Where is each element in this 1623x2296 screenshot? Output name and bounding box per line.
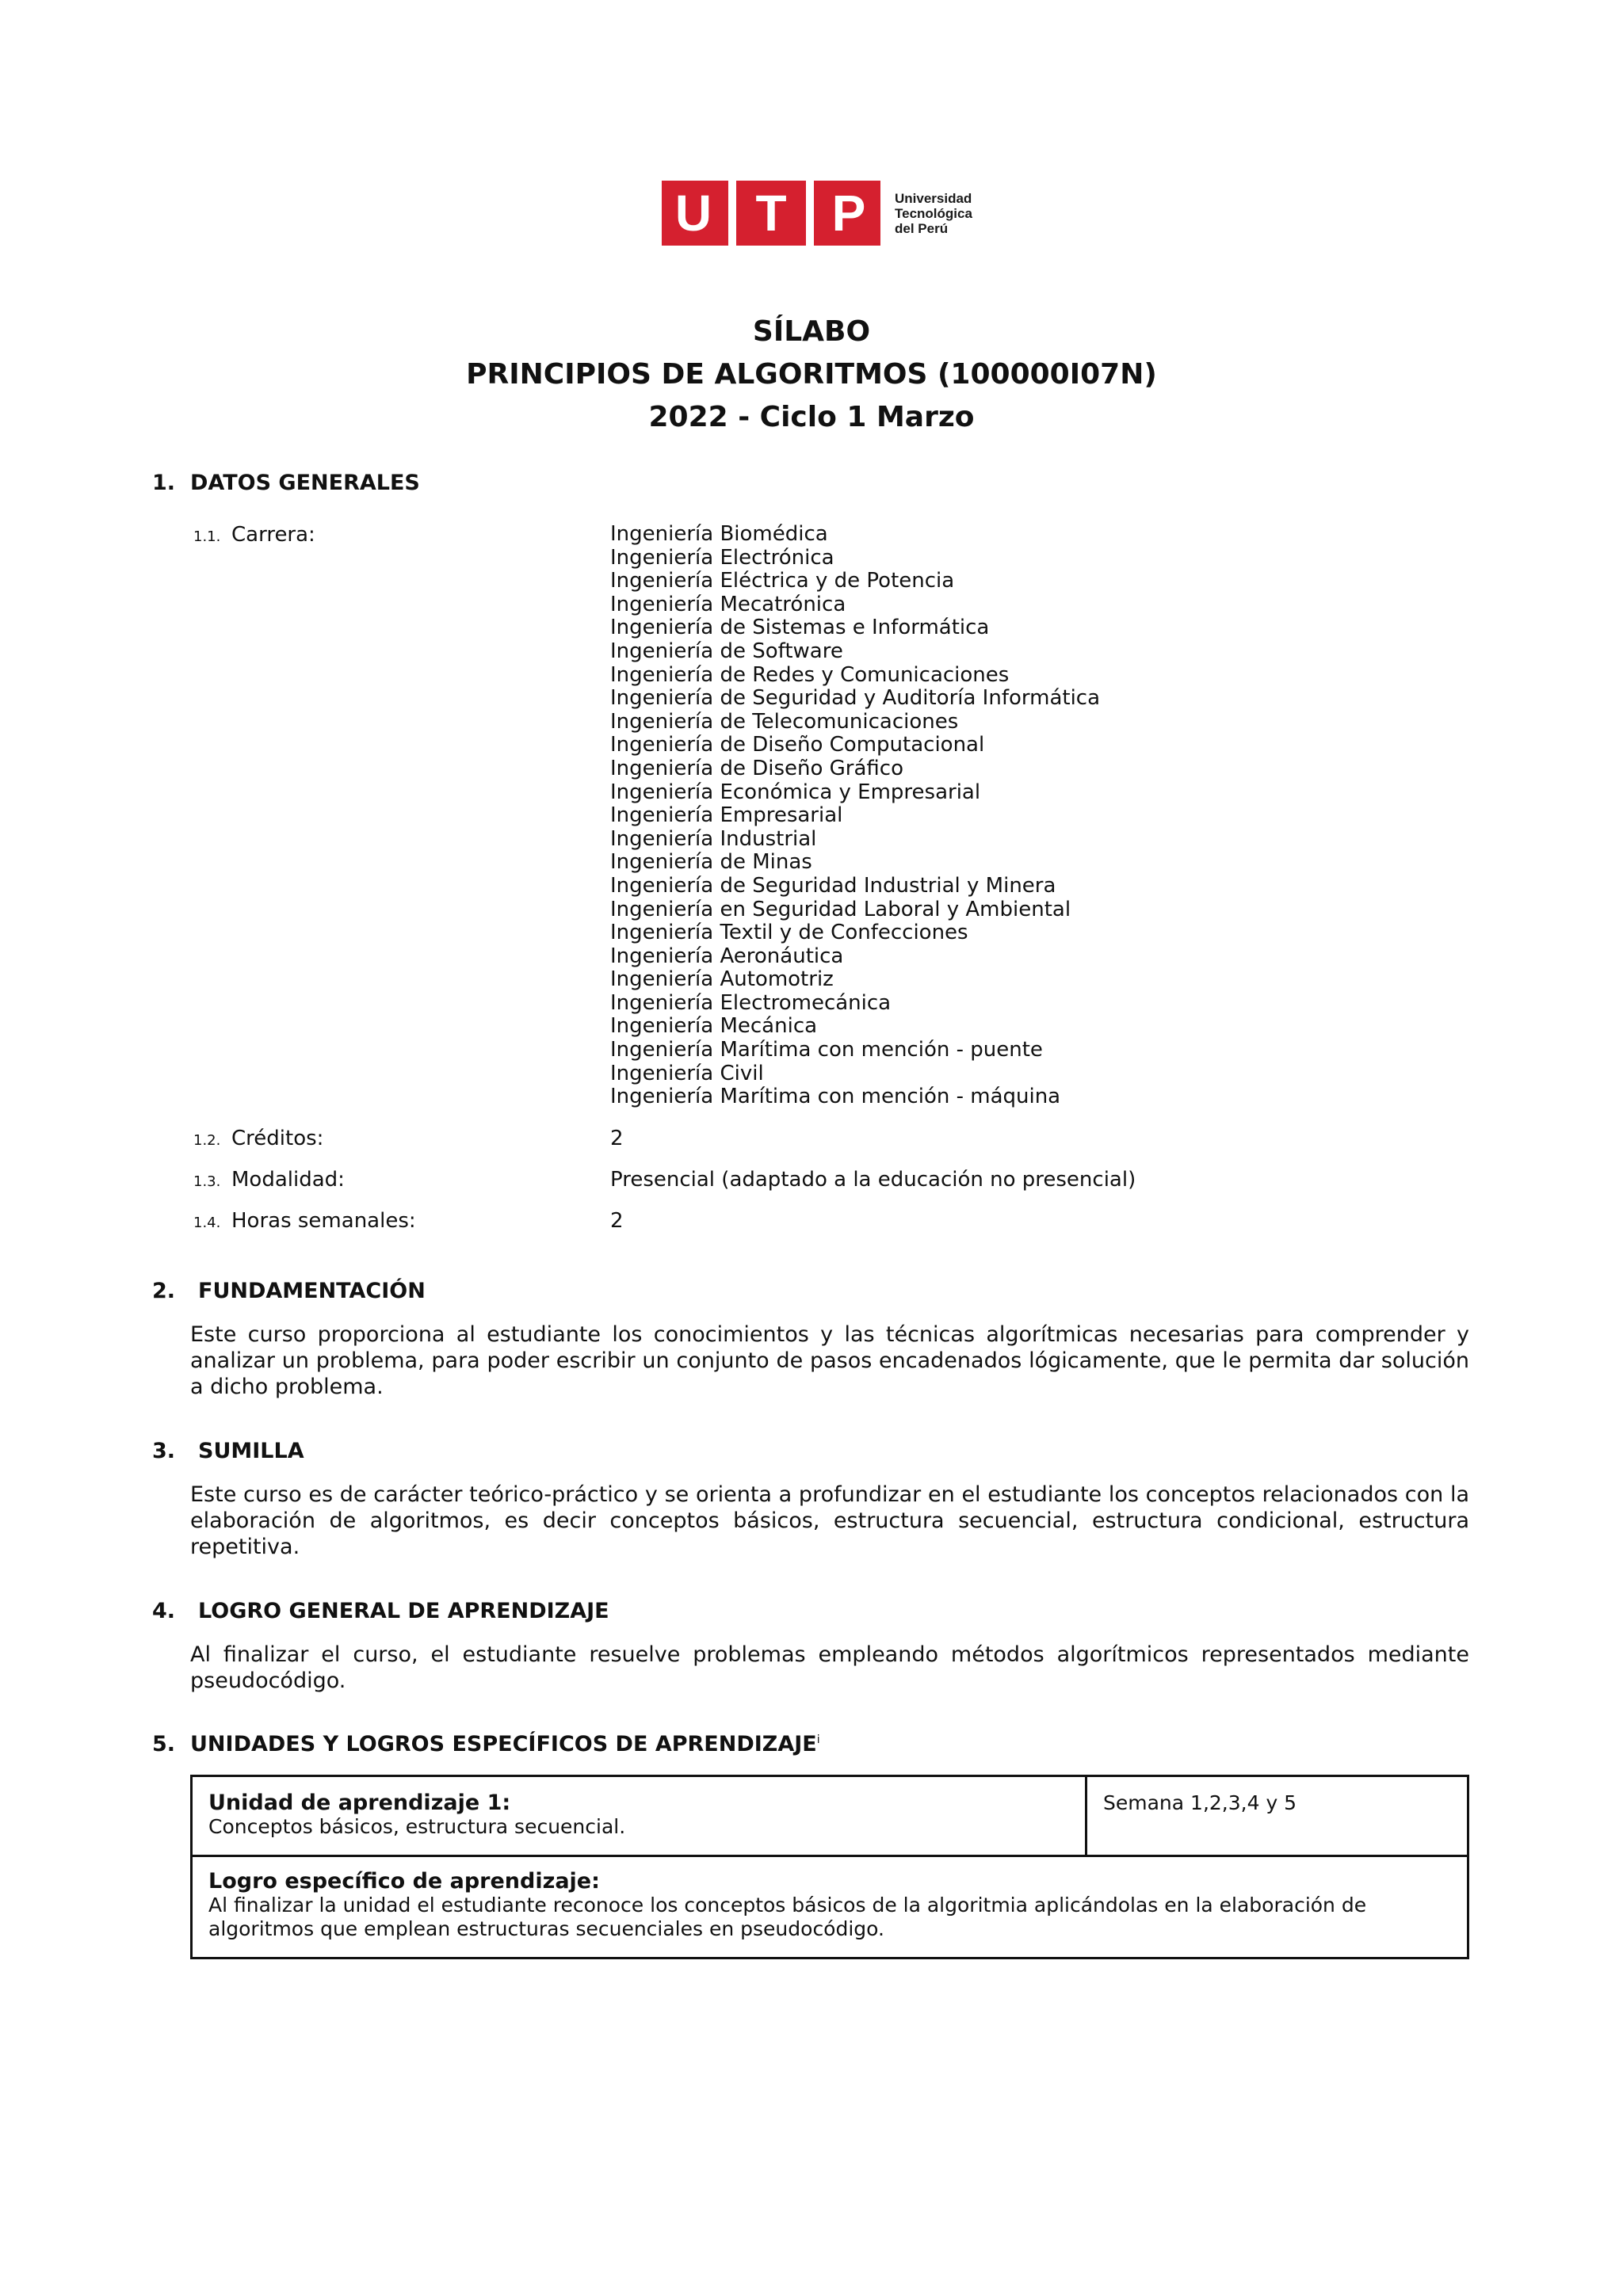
section-title: DATOS GENERALES	[190, 471, 420, 495]
carrera-item: Ingeniería Mecatrónica	[610, 592, 846, 616]
section-number: 5.	[152, 1732, 176, 1756]
item-number: 1.4.	[193, 1215, 221, 1231]
utp-logo	[662, 181, 972, 246]
section-heading-unidades	[152, 1732, 820, 1756]
item-number: 1.1.	[193, 528, 221, 545]
carrera-item: Ingeniería de Minas	[610, 850, 812, 875]
section-title: UNIDADES Y LOGROS ESPECÍFICOS DE APRENDIZAJE	[190, 1732, 817, 1756]
horas-value: 2	[610, 1209, 624, 1233]
carrera-item: Ingeniería Textil y de Confecciones	[610, 921, 968, 945]
carrera-item: Ingeniería de Software	[610, 639, 843, 663]
logo-letter-t: T	[755, 185, 787, 242]
modalidad-value: Presencial (adaptado a la educación no presencial)	[610, 1168, 1136, 1192]
carrera-item: Ingeniería de Diseño Computacional	[610, 733, 985, 757]
carrera-item: Ingeniería Eléctrica y de Potencia	[610, 569, 955, 593]
carrera-list	[610, 523, 1100, 1109]
logo-wordmark	[895, 191, 972, 236]
carrera-item: Ingeniería en Seguridad Laboral y Ambiental	[610, 897, 1071, 921]
course-title: PRINCIPIOS DE ALGORITMOS (100000I07N)	[466, 358, 1157, 391]
carrera-item: Ingeniería Aeronáutica	[610, 944, 844, 968]
carrera-item: Ingeniería Civil	[610, 1061, 764, 1085]
carrera-item: Ingeniería Mecánica	[610, 1014, 818, 1039]
modalidad-label-row	[193, 1168, 345, 1192]
carrera-item: Ingeniería Electromecánica	[610, 990, 892, 1015]
item-number: 1.3.	[193, 1173, 221, 1190]
logo-line-2: Tecnológica	[895, 205, 972, 221]
fundamentacion-text: Este curso proporciona al estudiante los conocimientos y las técnicas algorítmicas necesarias para comprender y analizar un problema, para poder escribir un conjunto de pasos encadenados lógicamente, que le permita dar solución a dicho problema.	[190, 1322, 1469, 1399]
horas-label: Horas semanales:	[231, 1209, 416, 1233]
unit-label: Unidad de aprendizaje 1:	[208, 1791, 511, 1815]
section-number: 4.	[152, 1599, 176, 1623]
carrera-item: Ingeniería Automotriz	[610, 967, 834, 992]
section-heading-logro-general	[152, 1599, 609, 1623]
logro-label: Logro específico de aprendizaje:	[208, 1869, 600, 1894]
logo-line-1: Universidad	[895, 190, 972, 206]
section-heading-sumilla	[152, 1439, 304, 1463]
carrera-item: Ingeniería de Sistemas e Informática	[610, 616, 990, 640]
cycle-title: 2022 - Ciclo 1 Marzo	[648, 401, 975, 433]
section-number: 2.	[152, 1279, 176, 1303]
logro-general-text: Al finalizar el curso, el estudiante resuelve problemas empleando métodos algorítmicos representados mediante pseudocódigo.	[190, 1642, 1469, 1693]
carrera-label: Carrera:	[231, 523, 315, 547]
carrera-label-row	[193, 523, 315, 547]
unit-table	[190, 1775, 1469, 1959]
carrera-item: Ingeniería Marítima con mención - máquina	[610, 1085, 1061, 1109]
section-title: LOGRO GENERAL DE APRENDIZAJE	[198, 1599, 609, 1623]
unit-description: Conceptos básicos, estructura secuencial.	[208, 1815, 626, 1838]
item-number: 1.2.	[193, 1132, 221, 1149]
creditos-label-row	[193, 1127, 323, 1150]
carrera-item: Ingeniería de Seguridad Industrial y Minera	[610, 873, 1056, 898]
unit-weeks: Semana 1,2,3,4 y 5	[1103, 1791, 1297, 1814]
unit-cell	[193, 1777, 1087, 1855]
document-title: SÍLABO	[752, 315, 871, 348]
carrera-item: Ingeniería Económica y Empresarial	[610, 780, 981, 804]
logo-letter-p: P	[831, 185, 866, 242]
section-heading-fundamentacion	[152, 1279, 426, 1303]
carrera-item: Ingeniería de Telecomunicaciones	[610, 709, 959, 734]
carrera-item: Ingeniería Marítima con mención - puente	[610, 1038, 1043, 1062]
footnote-mark: i	[816, 1733, 820, 1746]
carrera-item: Ingeniería de Diseño Gráfico	[610, 756, 904, 780]
logro-text: Al finalizar la unidad el estudiante reconoce los conceptos básicos de la algoritmia aplicándolas en la elaboración de algoritmos que emplean estructuras secuenciales en pseudocódigo.	[208, 1894, 1367, 1940]
section-number: 3.	[152, 1439, 176, 1463]
section-title: SUMILLA	[198, 1439, 304, 1463]
section-title: FUNDAMENTACIÓN	[198, 1279, 426, 1303]
carrera-item: Ingeniería de Seguridad y Auditoría Informática	[610, 686, 1101, 711]
unit-logro-row	[193, 1855, 1467, 1957]
logo-line-3: del Perú	[895, 220, 949, 236]
logo-letter-u: U	[674, 185, 712, 242]
carrera-item: Ingeniería Biomédica	[610, 522, 828, 546]
section-number: 1.	[152, 471, 176, 495]
logo-mark	[662, 181, 880, 246]
sumilla-text: Este curso es de carácter teórico-práctico y se orienta a profundizar en el estudiante los conceptos relacionados con la elaboración de algoritmos, es decir conceptos básicos, estructura secuencial, estructura condicional, estructura repetitiva.	[190, 1482, 1469, 1559]
modalidad-label: Modalidad:	[231, 1168, 345, 1192]
unit-header-row	[193, 1777, 1467, 1855]
horas-label-row	[193, 1209, 416, 1233]
carrera-item: Ingeniería Electrónica	[610, 545, 834, 570]
creditos-label: Créditos:	[231, 1127, 324, 1150]
carrera-item: Ingeniería Empresarial	[610, 803, 843, 828]
weeks-cell	[1087, 1777, 1467, 1855]
section-heading-datos-generales	[152, 471, 420, 495]
creditos-value: 2	[610, 1127, 624, 1150]
carrera-item: Ingeniería de Redes y Comunicaciones	[610, 662, 1010, 687]
carrera-item: Ingeniería Industrial	[610, 826, 817, 851]
logro-cell	[193, 1857, 1467, 1957]
